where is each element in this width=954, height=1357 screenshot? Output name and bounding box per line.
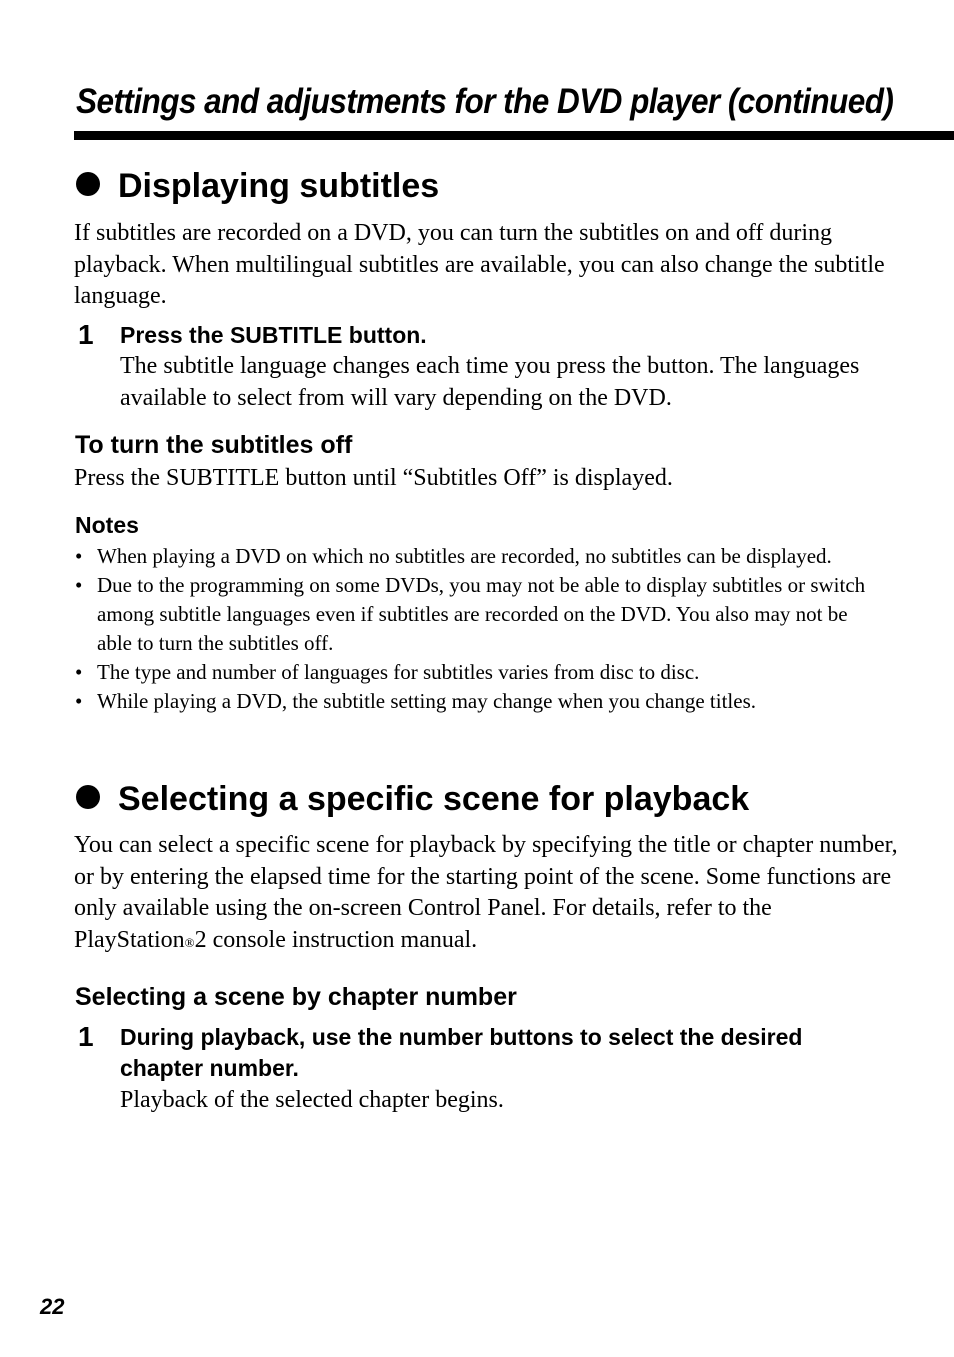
- circle-bullet-icon: [76, 785, 100, 809]
- step-body: The subtitle language changes each time you press the button. The languages available to select from will vary depending on the DVD.: [120, 353, 860, 411]
- notes-heading: Notes: [75, 512, 139, 538]
- registered-mark: ®: [184, 934, 195, 950]
- step-title: During playback, use the number buttons to select the desired chapter number.: [120, 1024, 803, 1081]
- note-item: [75, 687, 885, 716]
- section-heading-displaying-subtitles: [76, 166, 439, 206]
- bullet-dot: •: [75, 660, 83, 684]
- section-intro: If subtitles are recorded on a DVD, you can turn the subtitles on and off during playback. When multilingual subtitles are available, you can also change the subtitle language.: [74, 220, 885, 309]
- subheading-by-chapter: Selecting a scene by chapter number: [75, 983, 517, 1011]
- note-item: [75, 542, 885, 571]
- turn-off-body: Press the SUBTITLE button until “Subtitles Off” is displayed.: [74, 465, 673, 491]
- step-number: 1: [78, 1021, 94, 1052]
- bullet-dot: •: [75, 544, 83, 568]
- bullet-dot: •: [75, 573, 83, 597]
- step-body: Playback of the selected chapter begins.: [120, 1087, 504, 1113]
- page-title: Settings and adjustments for the DVD player (continued): [76, 82, 894, 121]
- bullet-dot: •: [75, 689, 83, 713]
- note-text: Due to the programming on some DVDs, you may not be able to display subtitles or switch among subtitle languages even if subtitles are recorded on the DVD. You also may not be able to turn the subtitles off.: [97, 573, 866, 655]
- note-item: [75, 658, 885, 687]
- circle-bullet-icon: [76, 172, 100, 196]
- section-intro: [74, 830, 904, 958]
- notes-list: [75, 542, 885, 716]
- note-text: While playing a DVD, the subtitle setting may change when you change titles.: [97, 689, 756, 713]
- section-heading-text: Selecting a specific scene for playback: [118, 780, 750, 818]
- intro-text-end: 2 console instruction manual.: [194, 926, 478, 953]
- note-text: When playing a DVD on which no subtitles are recorded, no subtitles can be displayed.: [97, 544, 832, 568]
- step-title: Press the SUBTITLE button.: [120, 322, 427, 348]
- page-number: 22: [40, 1294, 65, 1319]
- section-heading-selecting-scene: [76, 779, 749, 819]
- note-text: The type and number of languages for subtitles varies from disc to disc.: [97, 660, 700, 684]
- note-item: [75, 571, 885, 658]
- step-number: 1: [78, 319, 94, 350]
- title-rule: [74, 131, 954, 140]
- subheading-turn-off: To turn the subtitles off: [75, 431, 353, 459]
- intro-text: You can select a specific scene for playback by specifying the title or chapter number, or by entering the elapsed time for the starting point of the scene. Some functions are only available using the on-screen Control Panel. For details, refer to the PlayStation: [74, 832, 898, 953]
- section-heading-text: Displaying subtitles: [118, 167, 440, 205]
